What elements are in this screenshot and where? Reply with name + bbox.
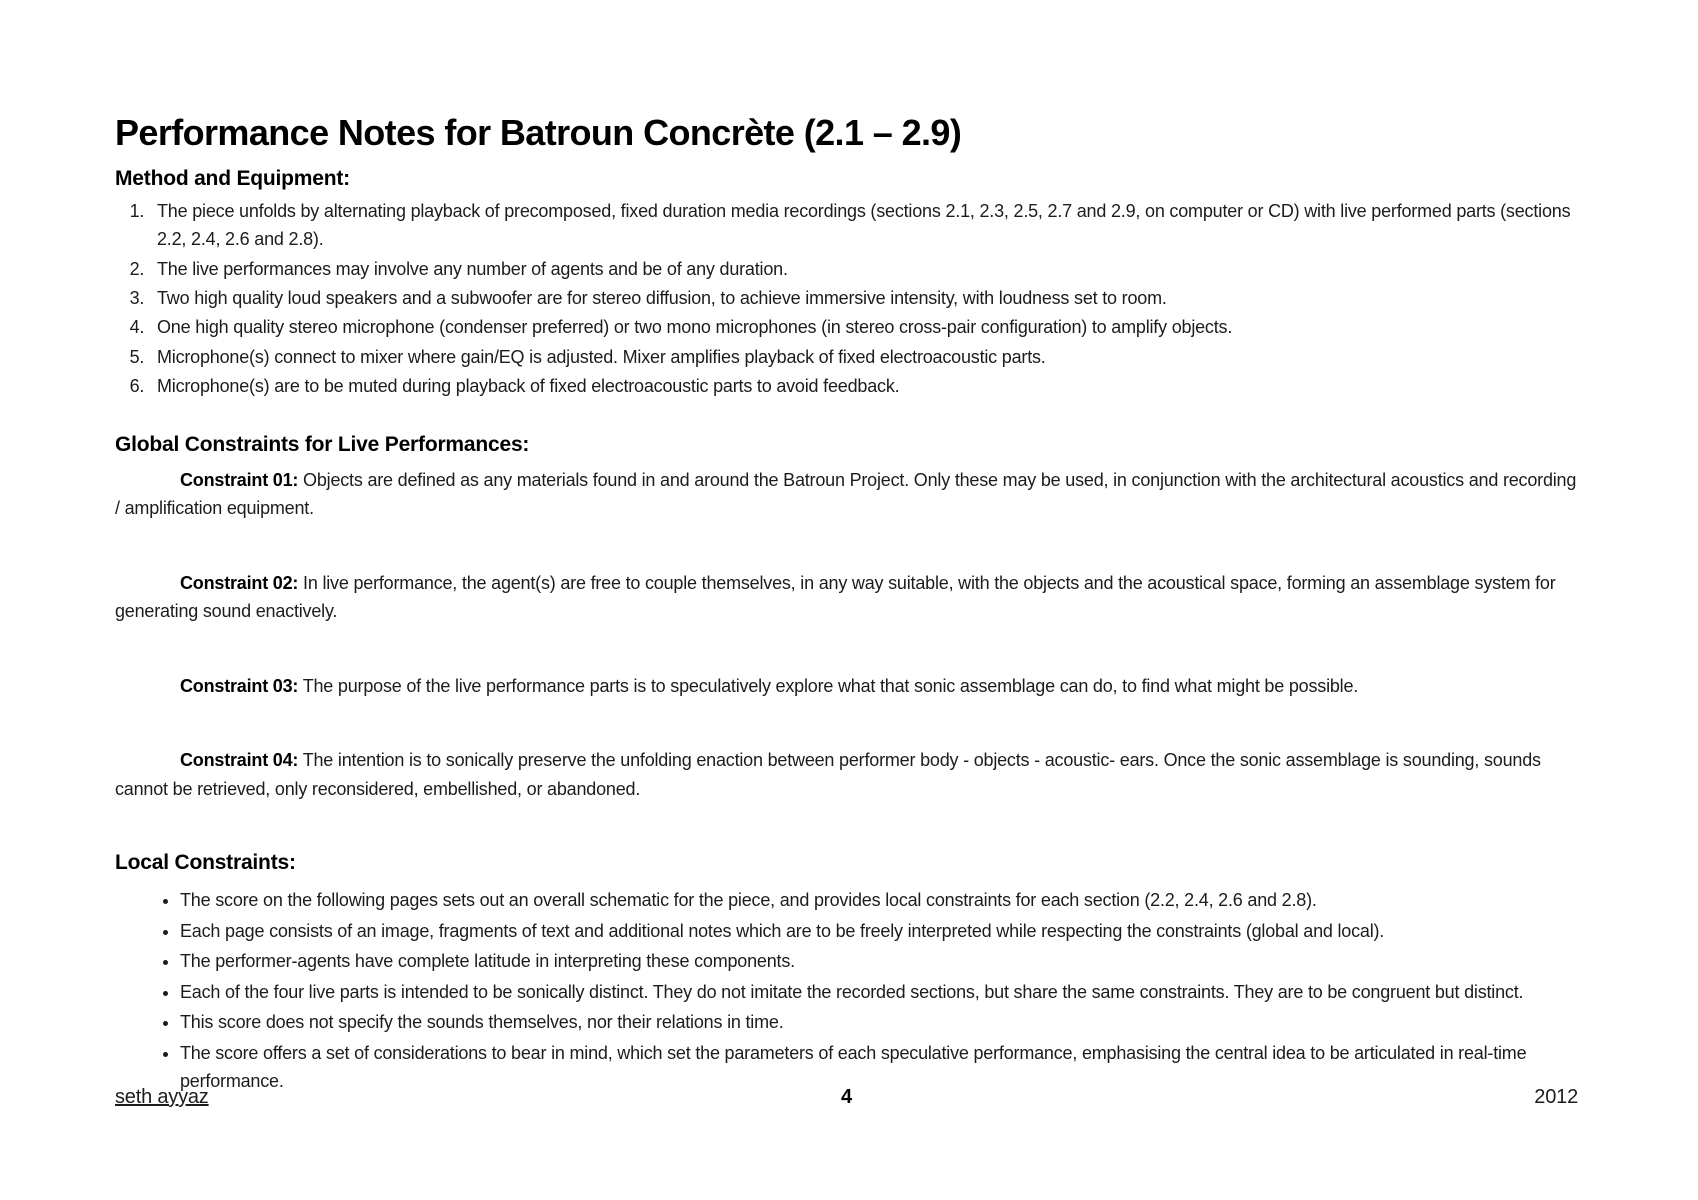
list-item: 3. Two high quality loud speakers and a subwoofer are for stereo diffusion, to achieve immersive intensity, with loudness set to room. <box>149 284 1578 312</box>
list-item: • The performer-agents have complete latitude in interpreting these components. <box>180 947 1578 975</box>
constraint-paragraph <box>115 569 1578 626</box>
list-item: • This score does not specify the sounds themselves, nor their relations in time. <box>180 1008 1578 1036</box>
list-item: 1. The piece unfolds by alternating playback of precomposed, fixed duration media recordings (sections 2.1, 2.3, 2.5, 2.7 and 2.9, on computer or CD) with live performed parts (sections 2.2, 2.4, 2.6 and 2.8). <box>149 197 1578 254</box>
page-title: Performance Notes for Batroun Concrète (2.1 – 2.9) <box>115 112 962 153</box>
list-item: 6. Microphone(s) are to be muted during playback of fixed electroacoustic parts to avoid feedback. <box>149 372 1578 400</box>
author-link[interactable]: seth ayyaz <box>115 1086 209 1108</box>
list-item: • Each of the four live parts is intended to be sonically distinct. They do not imitate the recorded sections, but share the same constraints. They are to be congruent but distinct. <box>180 978 1578 1006</box>
global-constraints-heading: Global Constraints for Live Performances: <box>115 432 530 456</box>
local-constraints-list <box>115 886 1578 1095</box>
list-item: • The score offers a set of considerations to bear in mind, which set the parameters of each speculative performance, emphasising the central idea to be articulated in real-time performance. <box>180 1039 1578 1096</box>
list-item: 4. One high quality stereo microphone (condenser preferred) or two mono microphones (in stereo cross-pair configuration) to amplify objects. <box>149 313 1578 341</box>
list-item: 5. Microphone(s) connect to mixer where gain/EQ is adjusted. Mixer amplifies playback of fixed electroacoustic parts. <box>149 343 1578 371</box>
constraint-paragraph <box>115 672 1578 700</box>
method-equipment-list <box>115 197 1578 401</box>
constraint-text: Objects are defined as any materials found in and around the Batroun Project. Only these may be used, in conjunction with the architectural acoustics and recording / amplification equipment. <box>115 470 1577 519</box>
constraint-text: The intention is to sonically preserve the unfolding enaction between performer body - objects - acoustic- ears. Once the sonic assemblage is sounding, sounds cannot be retrieved, only reconsidered, embellished, or abandoned. <box>115 750 1541 799</box>
list-item: • Each page consists of an image, fragments of text and additional notes which are to be freely interpreted while respecting the constraints (global and local). <box>180 917 1578 945</box>
constraint-text: In live performance, the agent(s) are free to couple themselves, in any way suitable, with the objects and the acoustical space, forming an assemblage system for generating sound enactively. <box>115 572 1556 622</box>
method-equipment-heading: Method and Equipment: <box>115 167 350 191</box>
list-item: • The score on the following pages sets out an overall schematic for the piece, and provides local constraints for each section (2.2, 2.4, 2.6 and 2.8). <box>180 886 1578 914</box>
local-constraints-heading: Local Constraints: <box>115 851 296 875</box>
page-number: 4 <box>841 1086 852 1108</box>
constraint-paragraph <box>115 466 1578 523</box>
list-item: 2. The live performances may involve any number of agents and be of any duration. <box>149 255 1578 283</box>
constraint-text: The purpose of the live performance parts is to speculatively explore what that sonic assemblage can do, to find what might be possible. <box>302 675 1359 696</box>
year-label: 2012 <box>1534 1086 1578 1108</box>
constraint-label: Constraint 03: <box>180 675 299 696</box>
constraint-label: Constraint 04: <box>180 750 299 771</box>
constraint-label: Constraint 01: <box>180 470 299 491</box>
constraint-paragraph <box>115 746 1578 803</box>
page-footer <box>115 1086 1578 1109</box>
constraint-label: Constraint 02: <box>180 572 299 593</box>
